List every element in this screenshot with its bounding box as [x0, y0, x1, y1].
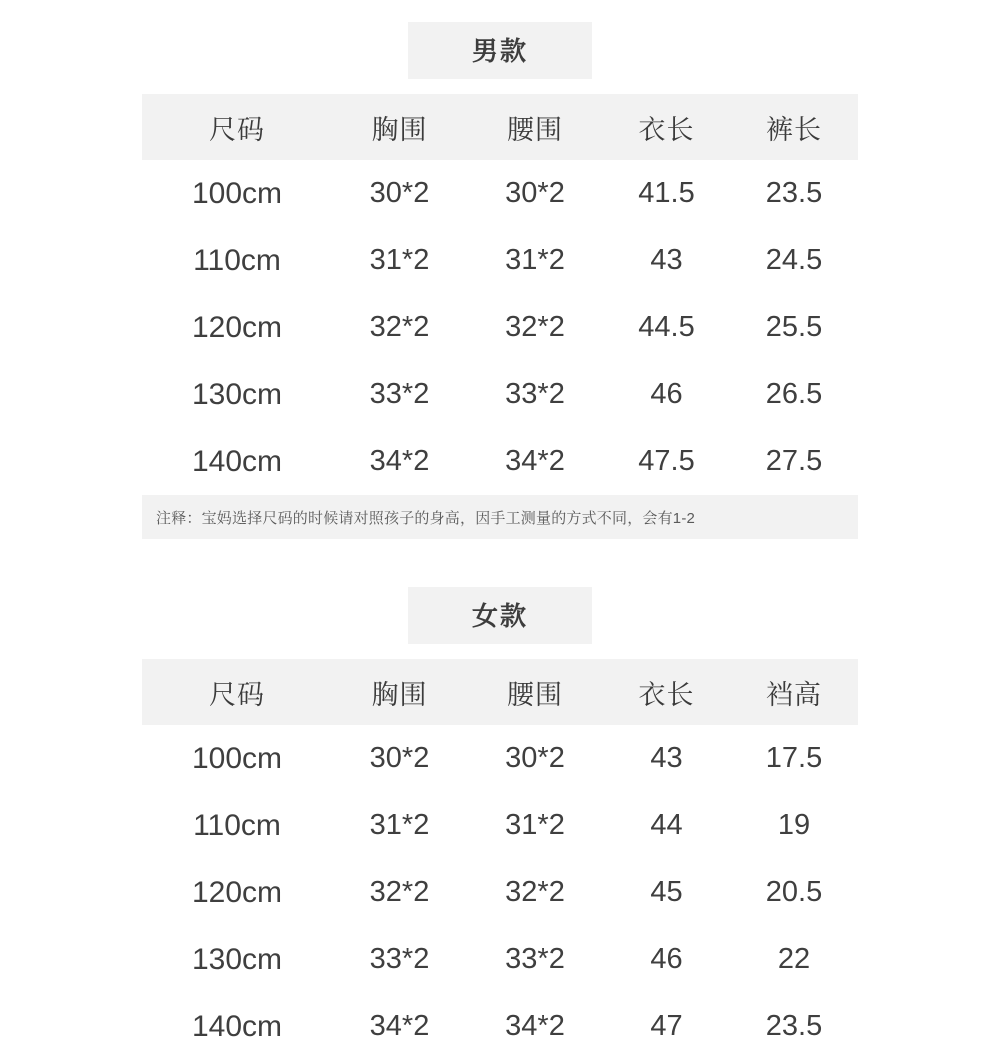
table-row [142, 725, 858, 792]
cell-pant-length: 24.5 [765, 244, 823, 276]
men-size-table [142, 94, 858, 495]
cell-bust: 34*2 [369, 1010, 430, 1042]
table-row [142, 428, 858, 495]
cell-size: 100cm [191, 176, 283, 210]
women-header-waist: 腰围 [507, 679, 563, 710]
cell-waist: 32*2 [505, 311, 565, 343]
cell-size: 130cm [191, 377, 283, 411]
section-women [0, 587, 1000, 1060]
cell-pant-length: 23.5 [765, 177, 823, 209]
women-title-wrap [0, 587, 1000, 644]
cell-size: 100cm [191, 741, 283, 775]
men-header-waist: 腰围 [507, 114, 563, 145]
cell-waist: 34*2 [505, 1010, 565, 1042]
cell-top-length: 46 [650, 943, 683, 975]
cell-top-length: 45 [650, 876, 683, 908]
cell-size: 140cm [191, 444, 283, 478]
cell-waist: 33*2 [505, 378, 565, 410]
cell-size: 110cm [193, 243, 281, 277]
cell-size: 140cm [191, 1009, 283, 1043]
cell-rise: 23.5 [765, 1010, 823, 1042]
cell-rise: 19 [777, 809, 811, 841]
table-row [142, 993, 858, 1060]
cell-rise: 17.5 [765, 742, 823, 774]
cell-top-length: 47.5 [638, 445, 695, 477]
women-header-size: 尺码 [209, 679, 265, 710]
men-section-title: 男款 [408, 22, 592, 79]
men-header-pant-length: 裤长 [766, 114, 822, 145]
table-row [142, 160, 858, 227]
men-table-header-row [142, 94, 858, 160]
cell-bust: 33*2 [369, 943, 430, 975]
men-header-bust: 胸围 [371, 114, 428, 145]
cell-bust: 34*2 [369, 445, 430, 477]
cell-size: 130cm [191, 942, 283, 976]
cell-bust: 31*2 [369, 244, 430, 276]
table-row [142, 926, 858, 993]
cell-size: 120cm [191, 310, 283, 344]
men-title-wrap [0, 22, 1000, 79]
men-header-size: 尺码 [209, 114, 265, 145]
table-row [142, 792, 858, 859]
table-row [142, 227, 858, 294]
men-size-note-text: 注释：宝妈选择尺码的时候请对照孩子的身高，因手工测量的方式不同，会有1-2 [156, 509, 696, 527]
cell-pant-length: 26.5 [765, 378, 823, 410]
cell-waist: 30*2 [505, 742, 565, 774]
table-row [142, 361, 858, 428]
table-row [142, 294, 858, 361]
cell-top-length: 41.5 [638, 177, 695, 209]
cell-waist: 30*2 [505, 177, 565, 209]
cell-bust: 31*2 [369, 809, 430, 841]
cell-bust: 32*2 [369, 876, 430, 908]
cell-waist: 31*2 [505, 809, 565, 841]
table-row [142, 859, 858, 926]
cell-size: 120cm [191, 875, 283, 909]
cell-bust: 30*2 [369, 742, 430, 774]
cell-top-length: 47 [650, 1010, 683, 1042]
cell-pant-length: 27.5 [765, 445, 823, 477]
women-table-header-row [142, 659, 858, 725]
cell-top-length: 44.5 [638, 311, 695, 343]
cell-bust: 32*2 [369, 311, 430, 343]
cell-bust: 33*2 [369, 378, 430, 410]
cell-waist: 34*2 [505, 445, 565, 477]
cell-size: 110cm [193, 808, 281, 842]
cell-waist: 31*2 [505, 244, 565, 276]
women-header-top-length: 衣长 [638, 679, 695, 710]
cell-top-length: 44 [650, 809, 683, 841]
cell-rise: 22 [777, 943, 811, 975]
cell-waist: 32*2 [505, 876, 565, 908]
women-header-bust: 胸围 [371, 679, 428, 710]
cell-top-length: 43 [650, 244, 683, 276]
women-section-title: 女款 [408, 587, 592, 644]
cell-pant-length: 25.5 [765, 311, 823, 343]
men-header-top-length: 衣长 [638, 114, 695, 145]
cell-top-length: 46 [650, 378, 683, 410]
cell-waist: 33*2 [505, 943, 565, 975]
cell-top-length: 43 [650, 742, 683, 774]
women-header-rise: 裆高 [766, 679, 822, 710]
men-size-note [142, 495, 858, 539]
cell-rise: 20.5 [765, 876, 823, 908]
cell-bust: 30*2 [369, 177, 430, 209]
